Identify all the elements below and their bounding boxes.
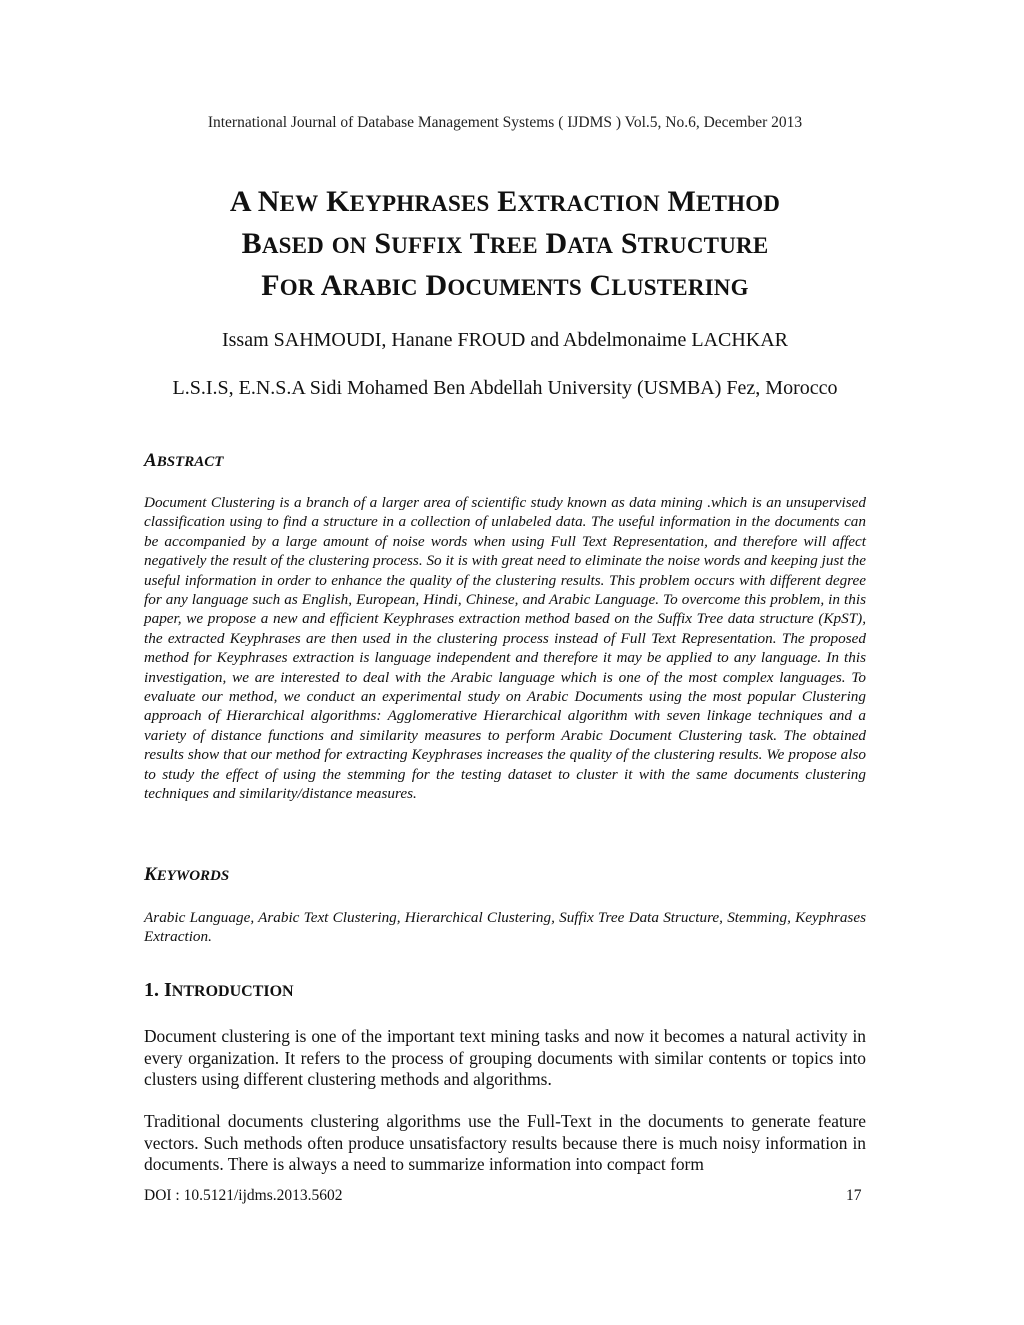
page-number: 17 (846, 1187, 862, 1204)
affiliation: L.S.I.S, E.N.S.A Sidi Mohamed Ben Abdellah University (USMBA) Fez, Morocco (172, 377, 838, 399)
keywords-heading: KEYWORDS (144, 864, 230, 885)
footer-doi: DOI : 10.5121/ijdms.2013.5602 (144, 1187, 343, 1204)
title-line-3: FOR ARABIC DOCUMENTS CLUSTERING (261, 269, 749, 302)
introduction-paragraph-1: Document clustering is one of the important text mining tasks and now it becomes a natural activity in every organization. It refers to the process of grouping documents with similar contents or topics into clusters using different clustering methods and algorithms. (144, 1026, 866, 1090)
introduction-paragraph-2: Traditional documents clustering algorithms use the Full-Text in the documents to generate feature vectors. Such methods often produce unsatisfactory results because there is much noisy information in documents. There is always a need to summarize information into compact form (144, 1111, 866, 1175)
paper-title (0, 182, 1010, 308)
abstract-text: Document Clustering is a branch of a larger area of scientific study known as data mining .which is an unsupervised classification using to find a structure in a collection of unlabeled data. The useful information in the documents can be accompanied by a large amount of noise words when using Full Text Representation, and therefore will affect negatively the result of the clustering process. So it is with great need to eliminate the noise words and keeping just the useful information in order to enhance the quality of the clustering results. This problem occurs with different degree for any language such as English, European, Hindi, Chinese, and Arabic Language. To overcome this problem, in this paper, we propose a new and efficient Keyphrases extraction method based on the Suffix Tree data structure (KpST), the extracted Keyphrases are then used in the clustering process instead of Full Text Representation. The proposed method for Keyphrases extraction is language independent and therefore it may be applied to any language. In this investigation, we are interested to deal with the Arabic language which is one of the most complex languages. To evaluate our method, we conduct an experimental study on Arabic Documents using the most popular Clustering approach of Hierarchical algorithms: Agglomerative Hierarchical algorithm with seven linkage techniques and a variety of distance functions and similarity measures to perform Arabic Document Clustering task. The obtained results show that our method for extracting Keyphrases increases the quality of the clustering results. We propose also to study the effect of using the stemming for the testing dataset to cluster it with the same documents clustering techniques and similarity/distance measures. (144, 494, 866, 803)
title-line-2: BASED ON SUFFIX TREE DATA STRUCTURE (241, 227, 769, 260)
title-line-1: A NEW KEYPHRASES EXTRACTION METHOD (229, 185, 781, 218)
introduction-heading: 1. INTRODUCTION (144, 979, 294, 1001)
journal-header: International Journal of Database Management Systems ( IJDMS ) Vol.5, No.6, December 2013 (207, 114, 803, 131)
keywords-text: Arabic Language, Arabic Text Clustering, Hierarchical Clustering, Suffix Tree Data Structure, Stemming, Keyphrases Extraction. (144, 909, 866, 946)
abstract-heading: ABSTRACT (144, 450, 224, 471)
authors: Issam SAHMOUDI, Hanane FROUD and Abdelmonaime LACHKAR (221, 329, 789, 351)
